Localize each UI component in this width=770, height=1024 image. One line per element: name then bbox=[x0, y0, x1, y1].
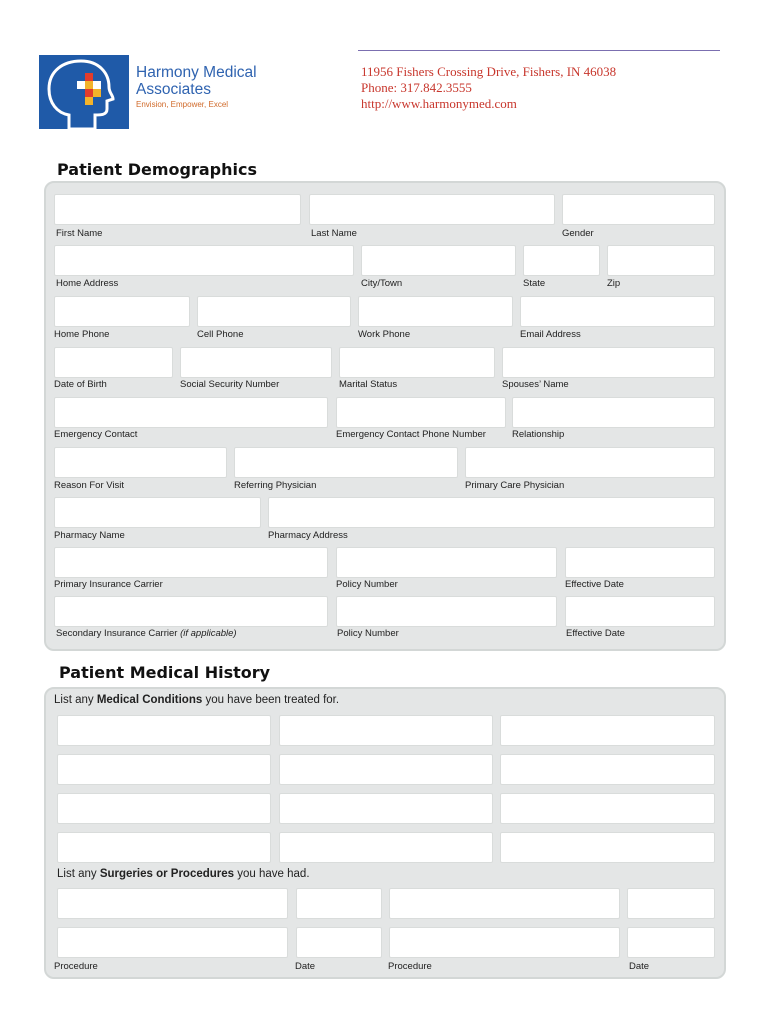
city-town-field[interactable] bbox=[361, 245, 516, 276]
work-phone-label: Work Phone bbox=[358, 329, 411, 340]
procedure-label-2: Procedure bbox=[388, 961, 432, 972]
gender-field[interactable] bbox=[562, 194, 715, 225]
pharmacy-name-field[interactable] bbox=[54, 497, 261, 528]
policy-number-2-field[interactable] bbox=[336, 596, 557, 627]
zip-field[interactable] bbox=[607, 245, 715, 276]
condition-field-8[interactable] bbox=[279, 793, 493, 824]
demographics-title: Patient Demographics bbox=[57, 160, 257, 179]
conditions-bold: Medical Conditions bbox=[96, 694, 203, 706]
email-address-label: Email Address bbox=[520, 329, 581, 340]
procedure-field-2[interactable] bbox=[389, 888, 620, 919]
brand-tagline: Envision, Empower, Excel bbox=[136, 100, 229, 109]
procedure-field-1[interactable] bbox=[57, 888, 288, 919]
last-name-label: Last Name bbox=[311, 228, 357, 239]
surgeries-suffix: you have had. bbox=[234, 868, 310, 880]
secondary-insurance-field[interactable] bbox=[54, 596, 328, 627]
conditions-suffix: you have been treated for. bbox=[202, 694, 340, 706]
date-of-birth-label: Date of Birth bbox=[54, 379, 107, 390]
city-town-label: City/Town bbox=[361, 278, 403, 289]
procedure-date-field-2[interactable] bbox=[627, 888, 715, 919]
surgeries-bold: Surgeries or Procedures bbox=[99, 868, 235, 880]
pharmacy-address-field[interactable] bbox=[268, 497, 715, 528]
pharmacy-name-label: Pharmacy Name bbox=[54, 530, 125, 541]
first-name-label: First Name bbox=[56, 228, 103, 239]
emergency-contact-phone-field[interactable] bbox=[336, 397, 506, 428]
website-line: http://www.harmonymed.com bbox=[361, 96, 517, 111]
surgeries-prompt bbox=[57, 868, 310, 880]
policy-number-1-field[interactable] bbox=[336, 547, 557, 578]
zip-label: Zip bbox=[607, 278, 621, 289]
condition-field-2[interactable] bbox=[279, 715, 493, 746]
condition-field-1[interactable] bbox=[57, 715, 271, 746]
harmony-logo bbox=[39, 55, 129, 129]
condition-field-11[interactable] bbox=[279, 832, 493, 863]
spouses-name-field[interactable] bbox=[502, 347, 715, 378]
emergency-contact-field[interactable] bbox=[54, 397, 328, 428]
cell-phone-label: Cell Phone bbox=[197, 329, 244, 340]
effective-date-1-field[interactable] bbox=[565, 547, 715, 578]
procedure-label-1: Procedure bbox=[54, 961, 98, 972]
emergency-contact-label: Emergency Contact bbox=[54, 429, 138, 440]
primary-insurance-field[interactable] bbox=[54, 547, 328, 578]
condition-field-10[interactable] bbox=[57, 832, 271, 863]
condition-field-12[interactable] bbox=[500, 832, 715, 863]
condition-field-5[interactable] bbox=[279, 754, 493, 785]
referring-physician-label: Referring Physician bbox=[234, 480, 317, 491]
procedure-date-field-3[interactable] bbox=[296, 927, 382, 958]
ssn-label: Social Security Number bbox=[180, 379, 280, 390]
emergency-contact-phone-label: Emergency Contact Phone Number bbox=[336, 429, 486, 440]
effective-date-2-field[interactable] bbox=[565, 596, 715, 627]
effective-date-1-label: Effective Date bbox=[565, 579, 624, 590]
spouses-name-label: Spouses’ Name bbox=[502, 379, 569, 390]
reason-for-visit-field[interactable] bbox=[54, 447, 227, 478]
primary-insurance-label: Primary Insurance Carrier bbox=[54, 579, 163, 590]
header-divider bbox=[358, 50, 720, 51]
practice-address bbox=[361, 64, 616, 112]
secondary-insurance-text: Secondary Insurance Carrier bbox=[56, 628, 178, 639]
gender-label: Gender bbox=[562, 228, 594, 239]
conditions-prefix: List any bbox=[54, 694, 97, 706]
effective-date-2-label: Effective Date bbox=[566, 628, 625, 639]
home-address-label: Home Address bbox=[56, 278, 119, 289]
brand-name bbox=[136, 64, 257, 98]
first-name-field[interactable] bbox=[54, 194, 301, 225]
condition-field-9[interactable] bbox=[500, 793, 715, 824]
policy-number-2-label: Policy Number bbox=[337, 628, 399, 639]
date-label-2: Date bbox=[629, 961, 650, 972]
policy-number-1-label: Policy Number bbox=[336, 579, 398, 590]
referring-physician-field[interactable] bbox=[234, 447, 458, 478]
procedure-field-4[interactable] bbox=[389, 927, 620, 958]
reason-for-visit-label: Reason For Visit bbox=[54, 480, 125, 491]
if-applicable-note: (if applicable) bbox=[180, 628, 237, 639]
condition-field-3[interactable] bbox=[500, 715, 715, 746]
condition-field-6[interactable] bbox=[500, 754, 715, 785]
date-label-1: Date bbox=[295, 961, 316, 972]
surgeries-prefix: List any bbox=[57, 868, 100, 880]
phone-line: Phone: 317.842.3555 bbox=[361, 80, 472, 95]
last-name-field[interactable] bbox=[309, 194, 555, 225]
state-label: State bbox=[523, 278, 546, 289]
procedure-date-field-1[interactable] bbox=[296, 888, 382, 919]
relationship-field[interactable] bbox=[512, 397, 715, 428]
primary-care-physician-field[interactable] bbox=[465, 447, 715, 478]
brand-line-2: Associates bbox=[136, 81, 211, 98]
home-phone-label: Home Phone bbox=[54, 329, 110, 340]
secondary-insurance-label bbox=[56, 628, 237, 639]
email-address-field[interactable] bbox=[520, 296, 715, 327]
date-of-birth-field[interactable] bbox=[54, 347, 173, 378]
history-title: Patient Medical History bbox=[59, 663, 271, 682]
primary-care-physician-label: Primary Care Physician bbox=[465, 480, 565, 491]
brand-line-1: Harmony Medical bbox=[136, 64, 257, 81]
marital-status-field[interactable] bbox=[339, 347, 495, 378]
address-line: 11956 Fishers Crossing Drive, Fishers, IN 46038 bbox=[361, 64, 617, 79]
condition-field-7[interactable] bbox=[57, 793, 271, 824]
state-field[interactable] bbox=[523, 245, 600, 276]
conditions-prompt bbox=[54, 694, 339, 706]
home-phone-field[interactable] bbox=[54, 296, 190, 327]
condition-field-4[interactable] bbox=[57, 754, 271, 785]
procedure-field-3[interactable] bbox=[57, 927, 288, 958]
head-profile-icon bbox=[39, 55, 129, 129]
pharmacy-address-label: Pharmacy Address bbox=[268, 530, 348, 541]
procedure-date-field-4[interactable] bbox=[627, 927, 715, 958]
work-phone-field[interactable] bbox=[358, 296, 513, 327]
relationship-label: Relationship bbox=[512, 429, 565, 440]
home-address-field[interactable] bbox=[54, 245, 354, 276]
ssn-field[interactable] bbox=[180, 347, 332, 378]
cell-phone-field[interactable] bbox=[197, 296, 351, 327]
marital-status-label: Marital Status bbox=[339, 379, 398, 390]
